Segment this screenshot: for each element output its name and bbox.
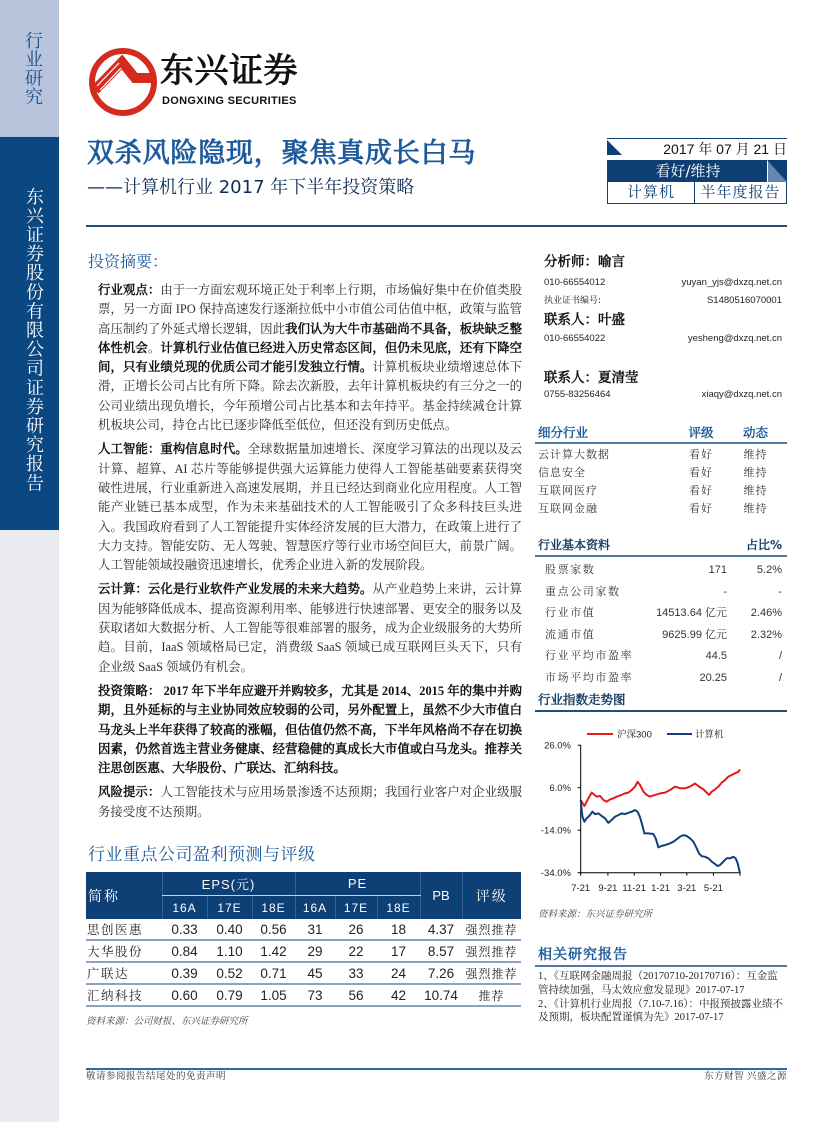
industry-data-row [545,562,782,578]
stat-value: 20.25 [699,671,727,684]
x-tick-label: 3-21 [677,883,697,894]
pe-18e: 17 [377,940,420,962]
corner-triangle-icon [607,140,622,155]
contact-role: 联系人： [544,370,598,386]
x-tick-label: 9-21 [598,883,618,894]
report-info-box [607,138,787,204]
stat-label: 股票家数 [545,564,596,576]
sector-name: 信息安全 [538,467,586,479]
col-header-eps-16a: 16A [162,896,207,920]
rating-row [607,160,787,182]
sector-row [538,465,787,481]
stat-value: 9625.99 亿元 [662,628,727,641]
pe-17e: 56 [335,984,377,1006]
corner-triangle-icon [767,160,787,182]
stat-pct: / [778,671,782,684]
license-label: 执业证书编号: [544,296,602,306]
related-report-link[interactable]: 2、《计算机行业周报（7.10-7.16）：中报预披露业绩不及预期，板块配置谨慎为先》2017-07-17 [538,998,783,1024]
y-tick-label: -14.0% [540,825,571,837]
pe-18e: 42 [377,984,420,1006]
related-report-link[interactable]: 1、《互联网金融周报（20170710-20170716）：互金监管持续加强，马太效应愈发显现》2017-07-17 [538,971,778,996]
col-header-eps-17e: 17E [207,896,252,920]
paragraph-strategy [98,682,522,778]
analyst-heading [544,253,782,271]
stat-value: - [723,585,727,598]
stat-pct: 2.46% [750,607,782,619]
forecast-table [86,872,521,1007]
eps-16a: 0.84 [162,940,207,962]
rating: 强烈推荐 [462,940,521,962]
footer-disclaimer: 敬请参阅报告结尾处的免责声明 [86,1072,227,1082]
paragraph-text: 全球数据量加速增长、深度学习算法的出现以及云计算、超算、AI 芯片等能够提供强大运算能力使得人工智能基础要素获得突破性进展，行业重新进入高速发展期，并且已经达到商业化应用程度。人工智能产业链已基本成型，作为未来基础技术的人工智能吸引了众多科技巨头进入。我国政府看到了人工智能提升实体经济发展的巨大潜力，在政策上进行了大力支持。智能安防、无人驾驶、智慧医疗等行业市场空间巨大，前景广阔。人工智能领域投融资迅速增长，优秀企业进入新的发展阶段。 [98,442,523,573]
industry-rating: 看好/维持 [655,162,721,180]
pe-18e: 18 [377,919,420,940]
rating: 强烈推荐 [462,919,521,940]
series-line-hs300 [581,769,740,806]
paragraph-text: 人工智能技术与应用场景渗透不达预期；我国行业客户对企业级服务接受度不达预期。 [98,785,523,819]
stat-value: 171 [708,564,727,576]
legend-label-computer: 计算机 [695,729,724,741]
paragraph-lead: 云计算：云化是行业软件产业发展的未来大趋势。 [98,582,373,597]
index-chart-source: 资料来源：东兴证券研究所 [538,910,653,920]
eps-17e: 0.52 [207,962,252,984]
contact-line [544,333,782,345]
category-row [607,182,787,204]
eps-16a: 0.33 [162,919,207,940]
industry-data-row [545,584,782,600]
section-label: 行业研究 [22,31,43,107]
contact-name: 叶盛 [598,312,625,328]
stat-label: 流通市值 [545,628,596,641]
stat-label: 行业平均市盈率 [545,650,634,662]
series-line-computer [581,800,740,873]
sector-col-header: 细分行业 [538,425,589,440]
x-tick-label: 7-21 [571,883,591,894]
paragraph-industry-view [98,281,522,435]
paragraph-text: 计算机板块业绩增速总体下滑，正增长公司占比有所下降。除去次新股，去年计算机板块约有三分之一的公司业绩出现负增长，今年预增公司占比基本和去年持平。基金持续减仓计算机板块公司，持仓占比已逐步降低至低位，但还没有到历史低点。 [98,360,522,433]
y-tick-label: 6.0% [549,783,571,794]
contact-phone: 0755-83256464 [544,389,611,400]
sidebar-top-band [0,0,59,137]
sector-name: 云计算大数据 [538,449,610,461]
sidebar-bottom-band [0,530,59,1122]
industry-data-header [538,537,782,553]
eps-16a: 0.39 [162,962,207,984]
pe-17e: 26 [335,919,377,940]
eps-18e: 1.42 [252,940,295,962]
x-tick-label: 11-21 [622,883,646,894]
contact-heading [544,369,782,387]
eps-18e: 0.71 [252,962,295,984]
sector-trend: 维持 [743,503,768,515]
table-row [86,919,521,940]
x-tick-label: 5-21 [703,883,723,894]
eps-17e: 0.79 [207,984,252,1006]
contact-role: 分析师： [544,254,598,270]
paragraph-emphasis: 计算机行业估值已经进入历史常态区间，但仍未见底，还有下降空间，只有业绩兑现的优质公司才能引发独立行情。 [98,340,523,375]
paragraph-cloud [98,580,522,676]
rating: 强烈推荐 [462,962,521,984]
sector-row [538,447,787,463]
eps-17e: 1.10 [207,940,252,962]
contact-phone: 010-66554012 [544,277,606,288]
paragraph-lead: 行业观点： [98,283,161,297]
forecast-table-source: 资料来源：公司财报、东兴证券研究所 [86,1017,248,1027]
contact-email-link[interactable]: xiaqy@dxzq.net.cn [701,389,782,400]
col-header-pe-16a: 16A [295,896,335,920]
rating: 推荐 [462,984,521,1006]
col-header-pe: PE [295,872,420,896]
dongxing-logo-icon [86,45,158,117]
sector-name: 互联网金融 [538,503,598,515]
logo-name-en: DONGXING SECURITIES [162,95,297,107]
company-name: 思创医惠 [86,919,162,940]
index-chart-divider [535,710,787,712]
trend-col-header: 动态 [742,425,768,440]
contact-heading [544,311,782,329]
sector-row [538,501,787,517]
table-row [86,940,521,962]
contact-name: 喻言 [598,254,625,270]
stat-pct: 5.2% [756,564,782,576]
index-trend-chart [535,720,787,905]
legend-label-hs300: 沪深300 [617,729,652,741]
contact-name: 夏清莹 [598,370,639,386]
related-reports-title: 相关研究报告 [538,947,628,963]
sector-rating: 看好 [689,503,713,515]
summary-body [98,281,522,827]
sector-trend: 维持 [743,449,768,461]
paragraph-emphasis: 我们认为大牛市基础尚不具备，板块缺乏整体性机会 [98,321,523,355]
report-date-row [607,138,787,160]
summary-heading: 投资摘要： [88,252,169,271]
analyst-contact-line [544,277,782,289]
table-row [86,962,521,984]
col-header-pb: PB [420,872,462,919]
stat-pct: / [778,650,782,662]
col-header-pe-18e: 18E [377,896,420,920]
pe-16a: 73 [295,984,335,1006]
pe-17e: 22 [335,940,377,962]
sector-rating: 看好 [689,467,713,479]
pct-col-header: 占比% [745,538,782,552]
stat-label: 重点公司家数 [545,585,621,598]
forecast-table-title: 行业重点公司盈利预测与评级 [88,845,316,865]
logo-name-cn: 东兴证券 [160,51,298,91]
paragraph-ai [98,440,522,575]
paragraph-text: 由于一方面宏观环境正处于利率上行期，市场偏好集中在价值类股票，另一方面 IPO 保持高速发行逐渐拉低中小市值公司估值中枢，政策与监管高压制约了外延式增长逻辑，因此 [98,283,523,336]
col-header-rating: 评级 [462,872,521,919]
paragraph-text: 从产业趋势上来讲，云计算因为能够降低成本、提高资源利用率、能够进行快速部署、更安全的服务以及获取诸如大数据分析、人工智能等很难部署的服务，成为企业级服务的大势所趋。目前，IaaS 领域格局已定，消费级 SaaS 领域已成互联网巨头天下，只有企业级 SaaS 领域仍有机会。 [98,582,522,674]
table-row [86,984,521,1006]
contact-line [544,389,782,401]
company-name: 大华股份 [86,940,162,962]
pe-16a: 29 [295,940,335,962]
license-number: S1480516070001 [706,295,782,306]
col-header-pe-17e: 17E [335,896,377,920]
contact-email-link[interactable]: yuyan_yjs@dxzq.net.cn [681,277,782,288]
sector-trend: 维持 [743,485,768,497]
eps-18e: 0.56 [252,919,295,940]
report-subtitle: ——计算机行业 2017 年下半年投资策略 [87,177,415,198]
industry-data-divider [535,555,787,557]
industry-name: 计算机 [608,182,695,203]
col-header-eps: EPS(元) [162,872,295,896]
sector-row [538,483,787,499]
pb: 7.26 [420,962,462,984]
sector-rating: 看好 [689,485,713,497]
col-header-name: 简称 [86,872,162,919]
table-header-row [86,872,521,896]
paragraph-text: 。 [147,340,161,355]
contact-email-link[interactable]: yesheng@dxzq.net.cn [687,333,782,344]
stat-value: 44.5 [705,650,727,662]
pe-16a: 31 [295,919,335,940]
report-date: 2017 年 07 月 21 日 [663,141,787,157]
footer-slogan: 东方财智 兴盛之源 [704,1072,787,1082]
y-tick-label: -34.0% [540,868,571,879]
pe-16a: 45 [295,962,335,984]
sector-ratings-divider [535,442,787,444]
report-type: 半年度报告 [700,183,781,201]
stat-pct: - [778,585,782,598]
x-tick-label: 1-21 [651,883,671,894]
eps-16a: 0.60 [162,984,207,1006]
industry-data-row [545,648,782,664]
index-chart-title: 行业指数走势图 [538,692,626,707]
industry-data-row [545,627,782,643]
sector-rating: 看好 [689,449,713,461]
col-header-eps-18e: 18E [252,896,295,920]
industry-data-row [545,605,782,621]
sector-trend: 维持 [743,467,768,479]
company-label: 东兴证券股份有限公司证券研究报告 [23,187,44,493]
header-divider [86,225,787,227]
related-reports-list [538,970,787,1025]
contact-phone: 010-66554022 [544,333,606,344]
stat-label: 行业市值 [545,607,596,619]
report-title: 双杀风险隐现，聚焦真成长白马 [87,138,477,169]
eps-18e: 1.05 [252,984,295,1006]
sidebar-company-band [0,137,59,530]
rating-col-header: 评级 [688,425,714,440]
paragraph-emphasis: 2017 年下半年应避开并购较多，尤其是 2014、2015 年的集中并购期，且外延标的与主业协同效应较弱的公司，另外配置上，虽然不少大市值白马龙头上半年获得了较高的涨幅，但估值仍然不高，下半年风格尚不存在切换因素，仍然首选主营业务健康、经营稳健的真成长大市值或白马龙头。推荐关注思创医惠、大华股份、广联达、汇纳科技。 [98,683,523,776]
footer-divider [86,1068,787,1070]
sector-name: 互联网医疗 [538,485,598,497]
y-tick-label: 26.0% [544,740,571,752]
related-reports-divider [535,965,787,967]
company-name: 广联达 [86,962,162,984]
paragraph-risk [98,783,522,822]
pe-17e: 33 [335,962,377,984]
paragraph-lead: 人工智能：重构信息时代。 [98,442,248,457]
pb: 10.74 [420,984,462,1006]
pb: 8.57 [420,940,462,962]
eps-17e: 0.40 [207,919,252,940]
pe-18e: 24 [377,962,420,984]
industry-data-title: 行业基本资料 [538,538,611,552]
stat-value: 14513.64 亿元 [656,607,727,619]
stat-pct: 2.32% [750,628,782,641]
industry-data-row [545,670,782,686]
stat-label: 市场平均市盈率 [545,671,634,684]
paragraph-lead: 风险提示： [98,785,161,800]
sector-ratings-header [538,425,787,441]
company-name: 汇纳科技 [86,984,162,1006]
contact-role: 联系人： [544,312,598,328]
analyst-license-line [544,295,782,307]
paragraph-lead: 投资策略： [98,683,161,698]
pb: 4.37 [420,919,462,940]
